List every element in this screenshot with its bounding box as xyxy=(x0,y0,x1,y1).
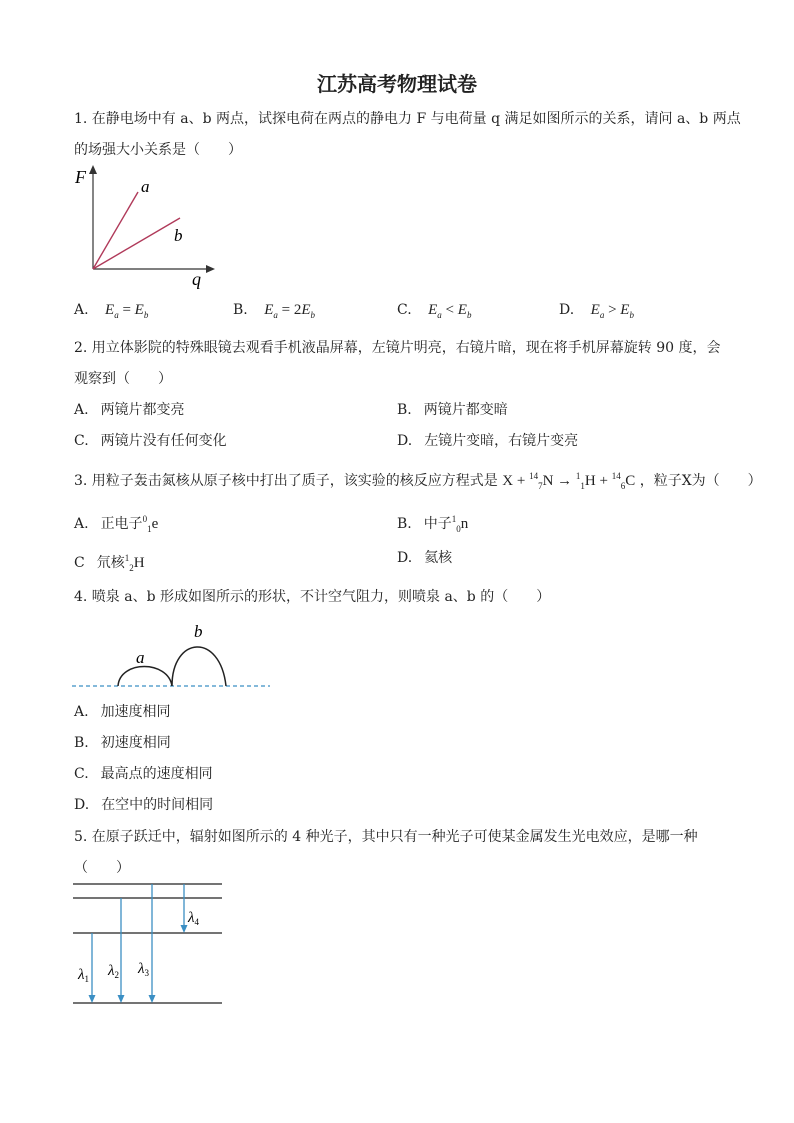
fountain-b-arc xyxy=(172,647,226,686)
question-4-option-d[interactable]: D. 在空中的时间相同 xyxy=(74,797,214,813)
question-2-option-a[interactable]: A. 两镜片都变亮 xyxy=(74,402,185,418)
question-1-option-a[interactable]: A. $E_a = E_b$ xyxy=(74,302,149,320)
question-5-stem-line2: （ ） xyxy=(74,860,130,876)
line-a xyxy=(93,192,138,269)
lambda-1-label: $\lambda_1$ xyxy=(78,967,89,984)
question-4-option-b[interactable]: B. 初速度相同 xyxy=(74,735,171,751)
question-5-energy-level-diagram xyxy=(70,878,230,1013)
question-1-stem-line1: 1. 在静电场中有 a、b 两点，试探电荷在两点的静电力 F 与电荷量 q 满足如图所示的关系，请问 a、b 两点 xyxy=(74,111,741,127)
question-3-option-c[interactable]: C 氘核$^1_2$H xyxy=(74,553,145,573)
question-4-option-c[interactable]: C. 最高点的速度相同 xyxy=(74,766,213,782)
question-3-option-b[interactable]: B. 中子$^1_0$n xyxy=(397,514,469,534)
nuclear-reaction-equation: X + $^{14}_7$N → $^1_1$H + $^{14}_6$C xyxy=(502,471,636,491)
line-b-label: b xyxy=(174,226,183,245)
f-axis-label: F xyxy=(75,167,86,187)
question-4-stem: 4. 喷泉 a、b 形成如图所示的形状，不计空气阻力，则喷泉 a、b 的（ ） xyxy=(74,589,551,605)
q-axis-label: q xyxy=(192,269,201,289)
question-2-option-b[interactable]: B. 两镜片都变暗 xyxy=(397,402,508,418)
question-4-fountain-diagram xyxy=(70,618,274,693)
line-b xyxy=(93,218,180,269)
fountain-a-arc xyxy=(118,667,172,687)
question-2-stem-line2: 观察到（ ） xyxy=(74,371,172,387)
question-2-stem-line1: 2. 用立体影院的特殊眼镜去观看手机液晶屏幕，左镜片明亮，右镜片暗，现在将手机屏幕旋转 90 度，会 xyxy=(74,340,721,356)
lambda-3-label: $\lambda_3$ xyxy=(138,961,149,978)
question-1-option-b[interactable]: B. $E_a = 2E_b$ xyxy=(233,302,316,320)
question-3-stem: 3. 用粒子轰击氮核从原子核中打出了质子，该实验的核反应方程式是 X + $^{14}_7$N → $^1_1$H + $^{14}_6$C ，粒子X为（ ） xyxy=(74,471,762,491)
fountain-b-label: b xyxy=(194,622,203,641)
question-3-option-a[interactable]: A. 正电子$^0_1$e xyxy=(74,514,159,534)
option-letter: A. xyxy=(74,302,89,318)
line-a-label: a xyxy=(141,177,150,196)
question-2-option-c[interactable]: C. 两镜片没有任何变化 xyxy=(74,433,227,449)
question-4-option-a[interactable]: A. 加速度相同 xyxy=(74,704,171,720)
page-title: 江苏高考物理试卷 xyxy=(317,72,477,96)
question-1-option-d[interactable]: D. $E_a > E_b$ xyxy=(559,302,634,320)
question-3-option-d[interactable]: D. 氦核 xyxy=(397,550,453,566)
question-5-stem-line1: 5. 在原子跃迁中，辐射如图所示的 4 种光子，其中只有一种光子可使某金属发生光电效应，是哪一种 xyxy=(74,829,698,845)
f-axis-arrow xyxy=(89,165,97,174)
question-1-force-charge-graph xyxy=(70,165,220,290)
option-letter: B. xyxy=(233,302,248,318)
lambda-2-label: $\lambda_2$ xyxy=(108,963,119,980)
q-axis-arrow xyxy=(206,265,215,273)
option-letter: C. xyxy=(397,302,412,318)
question-1-stem-line2: 的场强大小关系是（ ） xyxy=(74,142,242,158)
question-1-option-c[interactable]: C. $E_a < E_b$ xyxy=(397,302,472,320)
fountain-a-label: a xyxy=(136,648,145,667)
question-2-option-d[interactable]: D. 左镜片变暗，右镜片变亮 xyxy=(397,433,579,449)
lambda-4-label: $\lambda_4$ xyxy=(188,910,199,927)
option-letter: D. xyxy=(559,302,575,318)
